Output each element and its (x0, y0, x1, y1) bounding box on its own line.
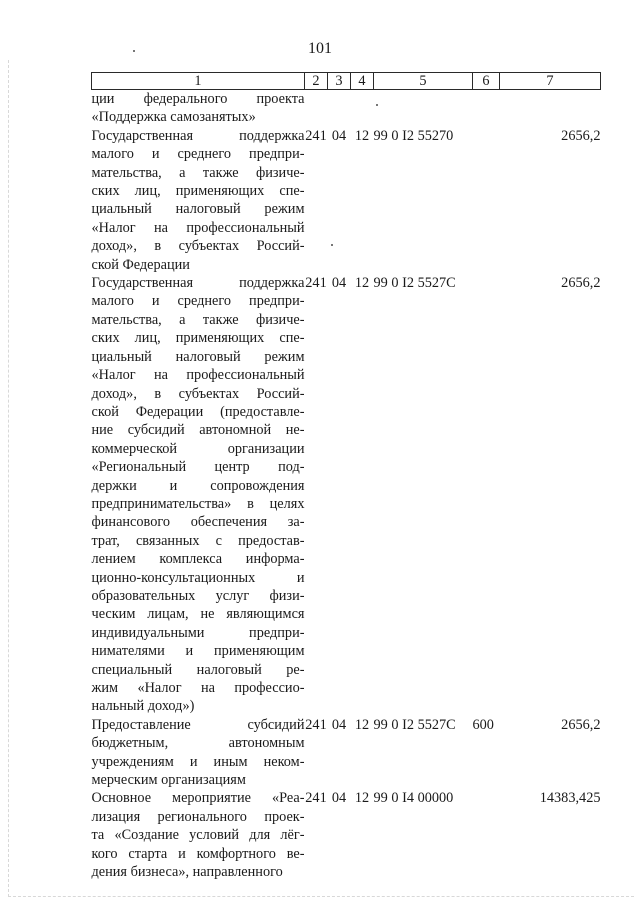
row-description (92, 274, 305, 716)
code-target-article: 99 0 I4 00000 (373, 790, 454, 807)
code-expense-type (473, 789, 500, 881)
description-line: ции федерального проекта (91, 91, 305, 107)
description-line: малого и среднего предпри- (91, 293, 305, 310)
description-line: жим «Налог на профессио- (91, 680, 305, 696)
scan-edge-bottom (8, 896, 634, 897)
code-grbs (305, 90, 328, 127)
description-line: ционно-консультационных и (91, 569, 305, 586)
description-line: та «Создание условий для лёг- (91, 827, 305, 844)
description-line: лением комплекса информа- (91, 551, 305, 568)
description-line: трат, связанных с предостав- (91, 532, 305, 549)
description-line: ческим лицам, не являющимся (91, 606, 305, 623)
amount-value: 2656,2 (561, 275, 601, 292)
description-line: учреждениям и иным неком- (91, 753, 305, 770)
description-line: ние субсидий автономной не- (91, 422, 305, 439)
description-line: держки и сопровождения (91, 477, 305, 494)
column-header: 1 (92, 73, 305, 90)
amount-value: 2656,2 (561, 127, 601, 144)
page-number: 101 (308, 40, 332, 57)
column-header: 7 (500, 73, 601, 90)
code-section: 04 (331, 127, 347, 144)
table-row (92, 127, 601, 274)
code-target-article: 99 0 I2 5527C (373, 716, 456, 733)
description-line: предпринимательства» в целях (91, 495, 305, 512)
description-line: дения бизнеса», направленного (91, 864, 283, 881)
description-line: циальный налоговый режим (91, 201, 305, 218)
table-row (92, 789, 601, 881)
budget-table (91, 72, 601, 881)
table-body (92, 90, 601, 882)
description-line: кого старта и комфортного ве- (91, 845, 305, 862)
code-section: 04 (331, 716, 347, 733)
code-subsection: 12 (354, 275, 370, 292)
description-line: доход», в субъектах Россий- (91, 238, 305, 255)
amount-value: 2656,2 (561, 716, 601, 733)
code-grbs: 241 (305, 716, 327, 733)
description-line: ской Федерации (предоставле- (91, 403, 305, 420)
description-line: индивидуальными предпри- (91, 624, 305, 641)
code-expense-type (473, 274, 500, 716)
code-target-article (374, 90, 473, 127)
description-line: ских лиц, применяющих спе- (91, 183, 305, 200)
amount-value: 14383,425 (539, 790, 601, 807)
row-description (92, 90, 305, 127)
description-line: «Налог на профессиональный (91, 219, 305, 236)
code-grbs: 241 (305, 275, 327, 292)
description-line: бюджетным, автономным (91, 735, 305, 752)
column-header: 4 (351, 73, 374, 90)
code-section: 04 (331, 790, 347, 807)
description-line: Предоставление субсидий (91, 716, 305, 733)
description-line: доход», в субъектах Россий- (91, 385, 305, 402)
description-line: мательства, а также физиче- (91, 164, 305, 181)
description-line: «Региональный центр под- (91, 459, 305, 476)
column-header: 2 (305, 73, 328, 90)
table-row (92, 90, 601, 127)
description-line: малого и среднего предпри- (91, 146, 305, 163)
description-line: циальный налоговый режим (91, 348, 305, 365)
description-line: лизация регионального проек- (91, 808, 305, 825)
description-line: коммерческой организации (91, 440, 305, 457)
description-line: ской Федерации (91, 256, 190, 273)
scan-edge-left (8, 60, 9, 897)
description-line: финансового обеспечения за- (91, 514, 305, 531)
description-line: «Налог на профессиональный (91, 367, 305, 384)
code-subsection: 12 (354, 716, 370, 733)
code-expense-type: 600 (472, 716, 494, 733)
description-line: ских лиц, применяющих спе- (91, 330, 305, 347)
code-target-article: 99 0 I2 55270 (373, 127, 454, 144)
code-subsection (351, 90, 374, 127)
table-header-row (92, 73, 601, 90)
amount-value (500, 90, 601, 127)
description-line: специальный налоговый ре- (91, 661, 305, 678)
row-description (92, 127, 305, 274)
code-section (328, 90, 351, 127)
code-section: 04 (331, 275, 347, 292)
code-grbs: 241 (305, 127, 327, 144)
column-header: 5 (374, 73, 473, 90)
description-line: мательства, а также физиче- (91, 311, 305, 328)
description-line: образовательных услуг физи- (91, 587, 305, 604)
code-expense-type (473, 90, 500, 127)
description-line: «Поддержка самозанятых» (91, 109, 256, 126)
column-header: 3 (328, 73, 351, 90)
code-subsection: 12 (354, 127, 370, 144)
code-grbs: 241 (305, 790, 327, 807)
description-line: нимателями и применяющим (91, 643, 305, 660)
column-header: 6 (473, 73, 500, 90)
table-row (92, 716, 601, 790)
code-target-article: 99 0 I2 5527C (373, 275, 456, 292)
code-subsection: 12 (354, 790, 370, 807)
description-line: Государственная поддержка (91, 275, 305, 292)
description-line: нальный доход») (91, 698, 195, 715)
code-expense-type (473, 127, 500, 274)
description-line: Государственная поддержка (91, 127, 305, 144)
description-line: Основное мероприятие «Реа- (91, 790, 305, 807)
table-row (92, 274, 601, 716)
description-line: мерческим организациям (91, 772, 246, 789)
row-description (92, 789, 305, 881)
row-description (92, 716, 305, 790)
